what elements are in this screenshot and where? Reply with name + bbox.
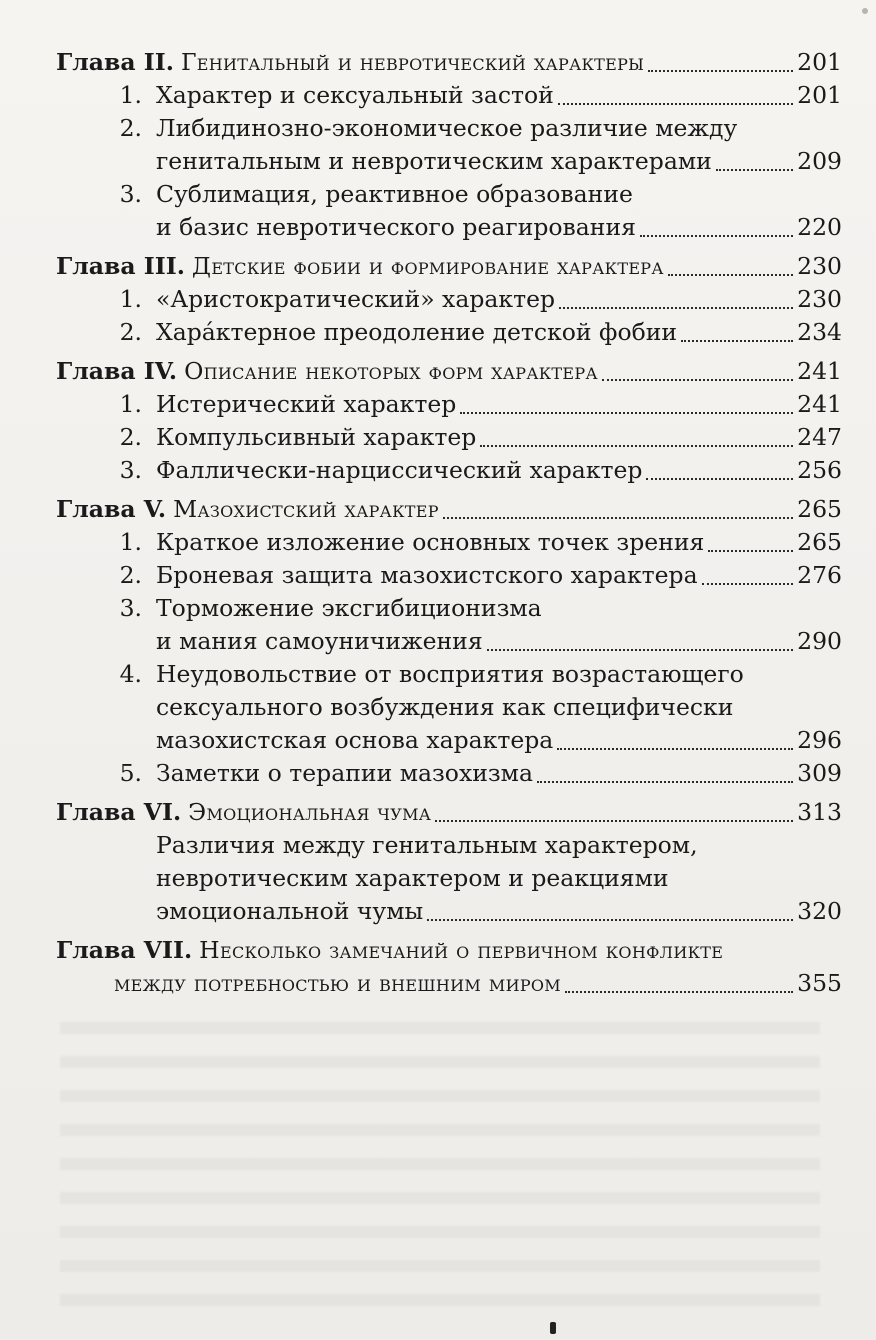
toc-item-row: [56, 895, 842, 928]
dot-leader: [460, 412, 793, 414]
toc-item-row: [56, 559, 842, 592]
chapter-label: Глава II.: [56, 48, 174, 76]
table-of-contents: [56, 40, 842, 1000]
item-title: Истерический характер: [156, 390, 457, 418]
item-title: Сублимация, реактивное образование: [156, 180, 633, 208]
item-title: Фаллически-нарциссический характер: [156, 456, 643, 484]
item-title: мазохистская основа характера: [156, 726, 554, 754]
item-number: 2.: [119, 423, 142, 451]
page-number: 201: [797, 81, 842, 109]
toc-item-row: [56, 112, 842, 145]
toc-chapter-row: [56, 250, 842, 283]
item-title: генитальным и невротическим характерами: [156, 147, 712, 175]
page-number: 241: [797, 390, 842, 418]
toc-item-row: [56, 211, 842, 244]
paper-spot: [862, 8, 868, 14]
toc-item-row: [56, 625, 842, 658]
item-number: 2.: [119, 561, 142, 589]
dot-leader: [646, 478, 793, 480]
toc-item-row: [56, 388, 842, 421]
page-number: 256: [797, 456, 842, 484]
page-number: 234: [797, 318, 842, 346]
print-mark: [550, 1322, 556, 1334]
dot-leader: [435, 820, 793, 822]
item-title: и базис невротического реагирования: [156, 213, 636, 241]
chapter-title: Генитальный и невротический характеры: [180, 48, 645, 76]
dot-leader: [702, 583, 794, 585]
item-title: Неудовольствие от восприятия возрастающего: [156, 660, 744, 688]
dot-leader: [668, 274, 793, 276]
item-title: Характер и сексуальный застой: [156, 81, 554, 109]
chapter-label: Глава III.: [56, 252, 185, 280]
item-title: Торможение эксгибиционизма: [156, 594, 542, 622]
page-number: 209: [797, 147, 842, 175]
toc-item-row: [56, 757, 842, 790]
toc-chapter-row: [56, 493, 842, 526]
toc-chapter-row: [56, 796, 842, 829]
page-number: 313: [797, 798, 842, 826]
item-number: 4.: [119, 660, 142, 688]
dot-leader: [443, 517, 793, 519]
dot-leader: [487, 649, 793, 651]
chapter-label: Глава IV.: [56, 357, 178, 385]
item-number: 3.: [119, 594, 142, 622]
chapter-label: Глава VI.: [56, 798, 182, 826]
page-number: 241: [797, 357, 842, 385]
item-title: и мания самоуничижения: [156, 627, 483, 655]
dot-leader: [648, 70, 793, 72]
item-title: Краткое изложение основных точек зрения: [156, 528, 705, 556]
dot-leader: [716, 169, 793, 171]
chapter-heading: [56, 250, 664, 283]
page-number: 230: [797, 252, 842, 280]
page-number: 265: [797, 528, 842, 556]
item-title: Либидинозно-экономическое различие между: [156, 114, 738, 142]
toc-chapter-row: [56, 355, 842, 388]
chapter-label: Глава V.: [56, 495, 167, 523]
dot-leader: [537, 781, 793, 783]
item-title: Броневая защита мазохистского характера: [156, 561, 698, 589]
page-number: 296: [797, 726, 842, 754]
chapter-heading: [56, 46, 644, 79]
page-number: 247: [797, 423, 842, 451]
page-number: 290: [797, 627, 842, 655]
toc-item-row: [56, 421, 842, 454]
toc-item-row: [56, 316, 842, 349]
toc-item-row: [56, 829, 842, 862]
dot-leader: [558, 103, 793, 105]
toc-item-row: [56, 862, 842, 895]
dot-leader: [681, 340, 793, 342]
item-number: 1.: [119, 528, 142, 556]
toc-chapter-row: [56, 934, 842, 967]
chapter-title: Детские фобии и формирование характера: [191, 252, 664, 280]
toc-item-row: [56, 724, 842, 757]
chapter-heading: [56, 355, 598, 388]
item-title: эмоциональной чумы: [156, 897, 424, 925]
item-number: 2.: [119, 114, 142, 142]
page-number: 265: [797, 495, 842, 523]
item-number: 5.: [119, 759, 142, 787]
item-title: невротическим характером и реакциями: [156, 864, 669, 892]
page-number: 230: [797, 285, 842, 313]
page-number: 201: [797, 48, 842, 76]
toc-item-row: [56, 145, 842, 178]
bleed-through-text: [60, 1000, 820, 1320]
dot-leader: [602, 379, 793, 381]
item-title: Хара́ктерное преодоление детской фобии: [156, 318, 678, 346]
item-number: 3.: [119, 456, 142, 484]
chapter-heading: [56, 796, 431, 829]
item-title: сексуального возбуждения как специфически: [156, 693, 734, 721]
dot-leader: [708, 550, 793, 552]
chapter-title-continued: между потребностью и внешним миром: [114, 969, 561, 997]
toc-item-row: [56, 592, 842, 625]
page-number: 276: [797, 561, 842, 589]
dot-leader: [640, 235, 793, 237]
chapter-title: Описание некоторых форм характера: [184, 357, 598, 385]
toc-item-row: [56, 526, 842, 559]
item-title: Заметки о терапии мазохизма: [156, 759, 533, 787]
dot-leader: [557, 748, 793, 750]
item-number: 2.: [119, 318, 142, 346]
toc-item-row: [56, 454, 842, 487]
chapter-title: Эмоциональная чума: [188, 798, 432, 826]
chapter-title: Мазохистский характер: [173, 495, 439, 523]
chapter-heading: [56, 493, 439, 526]
toc-item-row: [56, 79, 842, 112]
item-number: 3.: [119, 180, 142, 208]
toc-chapter-row: [56, 46, 842, 79]
item-title: «Аристократический» характер: [156, 285, 556, 313]
page-number: 355: [797, 969, 842, 997]
dot-leader: [565, 991, 793, 993]
page-number: 309: [797, 759, 842, 787]
toc-item-row: [56, 283, 842, 316]
item-title: Различия между генитальным характером,: [156, 831, 698, 859]
item-title: Компульсивный характер: [156, 423, 477, 451]
chapter-heading: [56, 934, 723, 967]
page-number: 220: [797, 213, 842, 241]
dot-leader: [559, 307, 793, 309]
item-number: 1.: [119, 81, 142, 109]
toc-chapter-row: [56, 967, 842, 1000]
item-number: 1.: [119, 390, 142, 418]
dot-leader: [427, 919, 793, 921]
chapter-label: Глава VII.: [56, 936, 193, 964]
toc-item-row: [56, 658, 842, 691]
page-number: 320: [797, 897, 842, 925]
toc-item-row: [56, 178, 842, 211]
dot-leader: [480, 445, 793, 447]
toc-item-row: [56, 691, 842, 724]
item-number: 1.: [119, 285, 142, 313]
chapter-title: Несколько замечаний о первичном конфликте: [199, 936, 724, 964]
